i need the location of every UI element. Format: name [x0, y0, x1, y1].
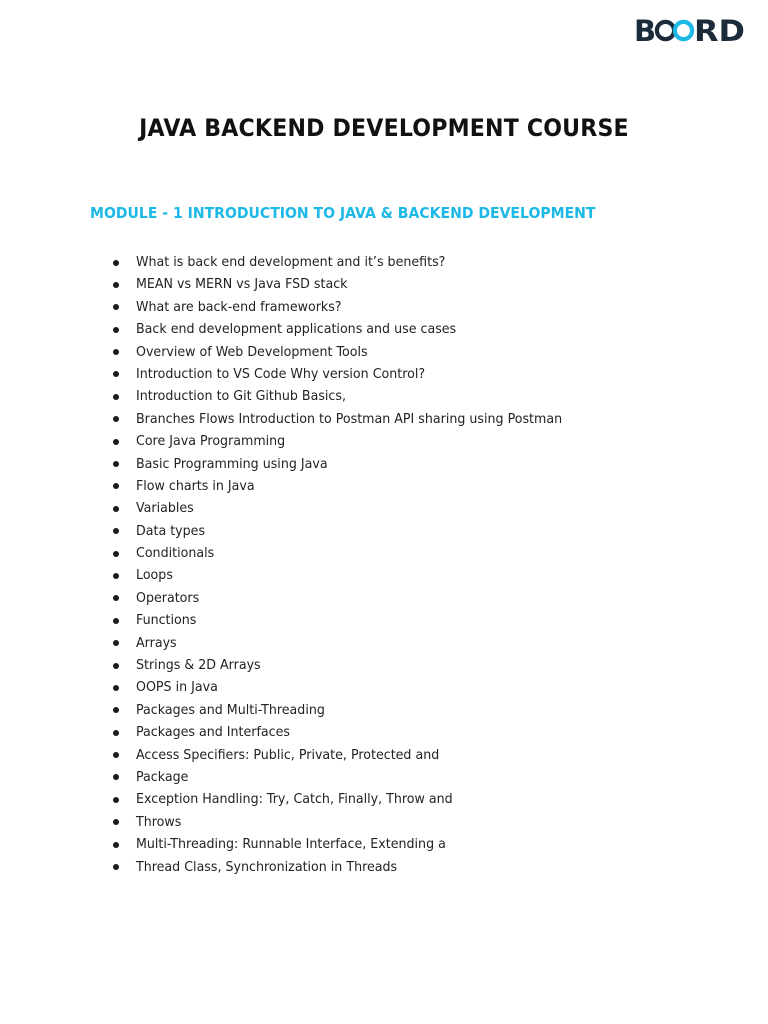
list-item-text: Exception Handling: Try, Catch, Finally, Throw and	[136, 791, 453, 808]
bullet-icon	[113, 730, 119, 736]
list-item-text: Functions	[136, 612, 197, 629]
svg-text:RD: RD	[694, 14, 745, 46]
list-item-text: MEAN vs MERN vs Java FSD stack	[136, 276, 348, 293]
bullet-icon	[113, 573, 119, 579]
bullet-icon	[113, 483, 119, 489]
board-logo	[634, 14, 746, 46]
list-item-text: Loops	[136, 567, 173, 584]
bullet-icon	[113, 864, 119, 870]
svg-text:B: B	[634, 14, 657, 46]
list-item-text: Data types	[136, 522, 206, 539]
list-item-text: Packages and Interfaces	[136, 724, 291, 741]
list-item-text: Package	[136, 768, 189, 785]
bullet-icon	[113, 842, 119, 848]
list-item-text: What are back-end frameworks?	[136, 298, 342, 315]
bullet-icon	[113, 819, 119, 825]
bullet-icon	[113, 528, 119, 534]
document-title: JAVA BACKEND DEVELOPMENT COURSE	[139, 114, 629, 142]
bullet-icon	[113, 282, 119, 288]
list-item-text: Branches Flows Introduction to Postman API sharing using Postman	[136, 410, 563, 427]
bullet-icon	[113, 595, 119, 601]
list-item-text: Basic Programming using Java	[136, 455, 328, 472]
list-item-text: OOPS in Java	[136, 679, 218, 696]
list-item-text: Core Java Programming	[136, 433, 286, 450]
list-item-text: Operators	[136, 589, 200, 606]
list-item-text: Multi-Threading: Runnable Interface, Extending a	[136, 836, 446, 853]
bullet-icon	[113, 416, 119, 422]
bullet-icon	[113, 640, 119, 646]
list-item-text: Access Specifiers: Public, Private, Protected and	[136, 746, 440, 763]
bullet-icon	[113, 685, 119, 691]
list-item-text: Introduction to Git Github Basics,	[136, 388, 346, 405]
board-logo-mark	[634, 14, 746, 46]
bullet-icon	[113, 797, 119, 803]
list-item-text: Arrays	[136, 634, 177, 651]
bullet-icon	[113, 394, 119, 400]
list-item-text: Variables	[136, 500, 194, 517]
list-item-text: Throws	[136, 813, 182, 830]
list-item-text: Conditionals	[136, 545, 215, 562]
bullet-icon	[113, 752, 119, 758]
bullet-icon	[113, 663, 119, 669]
bullet-icon	[113, 506, 119, 512]
bullet-icon	[113, 260, 119, 266]
bullet-icon	[113, 439, 119, 445]
bullet-icon	[113, 774, 119, 780]
list-item-text: Thread Class, Synchronization in Threads	[136, 858, 398, 875]
bullet-icon	[113, 707, 119, 713]
bullet-icon	[113, 304, 119, 310]
list-item-text: What is back end development and it’s benefits?	[136, 254, 446, 270]
bullet-icon	[113, 461, 119, 467]
list-item-text: Back end development applications and use cases	[136, 321, 457, 338]
list-item-text: Strings & 2D Arrays	[136, 657, 261, 674]
bullet-icon	[113, 618, 119, 624]
module-heading: MODULE - 1 INTRODUCTION TO JAVA & BACKEND DEVELOPMENT	[90, 204, 596, 222]
bullet-icon	[113, 349, 119, 355]
list-item-text: Flow charts in Java	[136, 477, 255, 494]
list-item-text: Packages and Multi-Threading	[136, 701, 325, 718]
list-item-text: Overview of Web Development Tools	[136, 343, 368, 360]
bullet-icon	[113, 551, 119, 557]
list-item-text: Introduction to VS Code Why version Control?	[136, 365, 426, 382]
bullet-icon	[113, 327, 119, 333]
bullet-icon	[113, 371, 119, 377]
